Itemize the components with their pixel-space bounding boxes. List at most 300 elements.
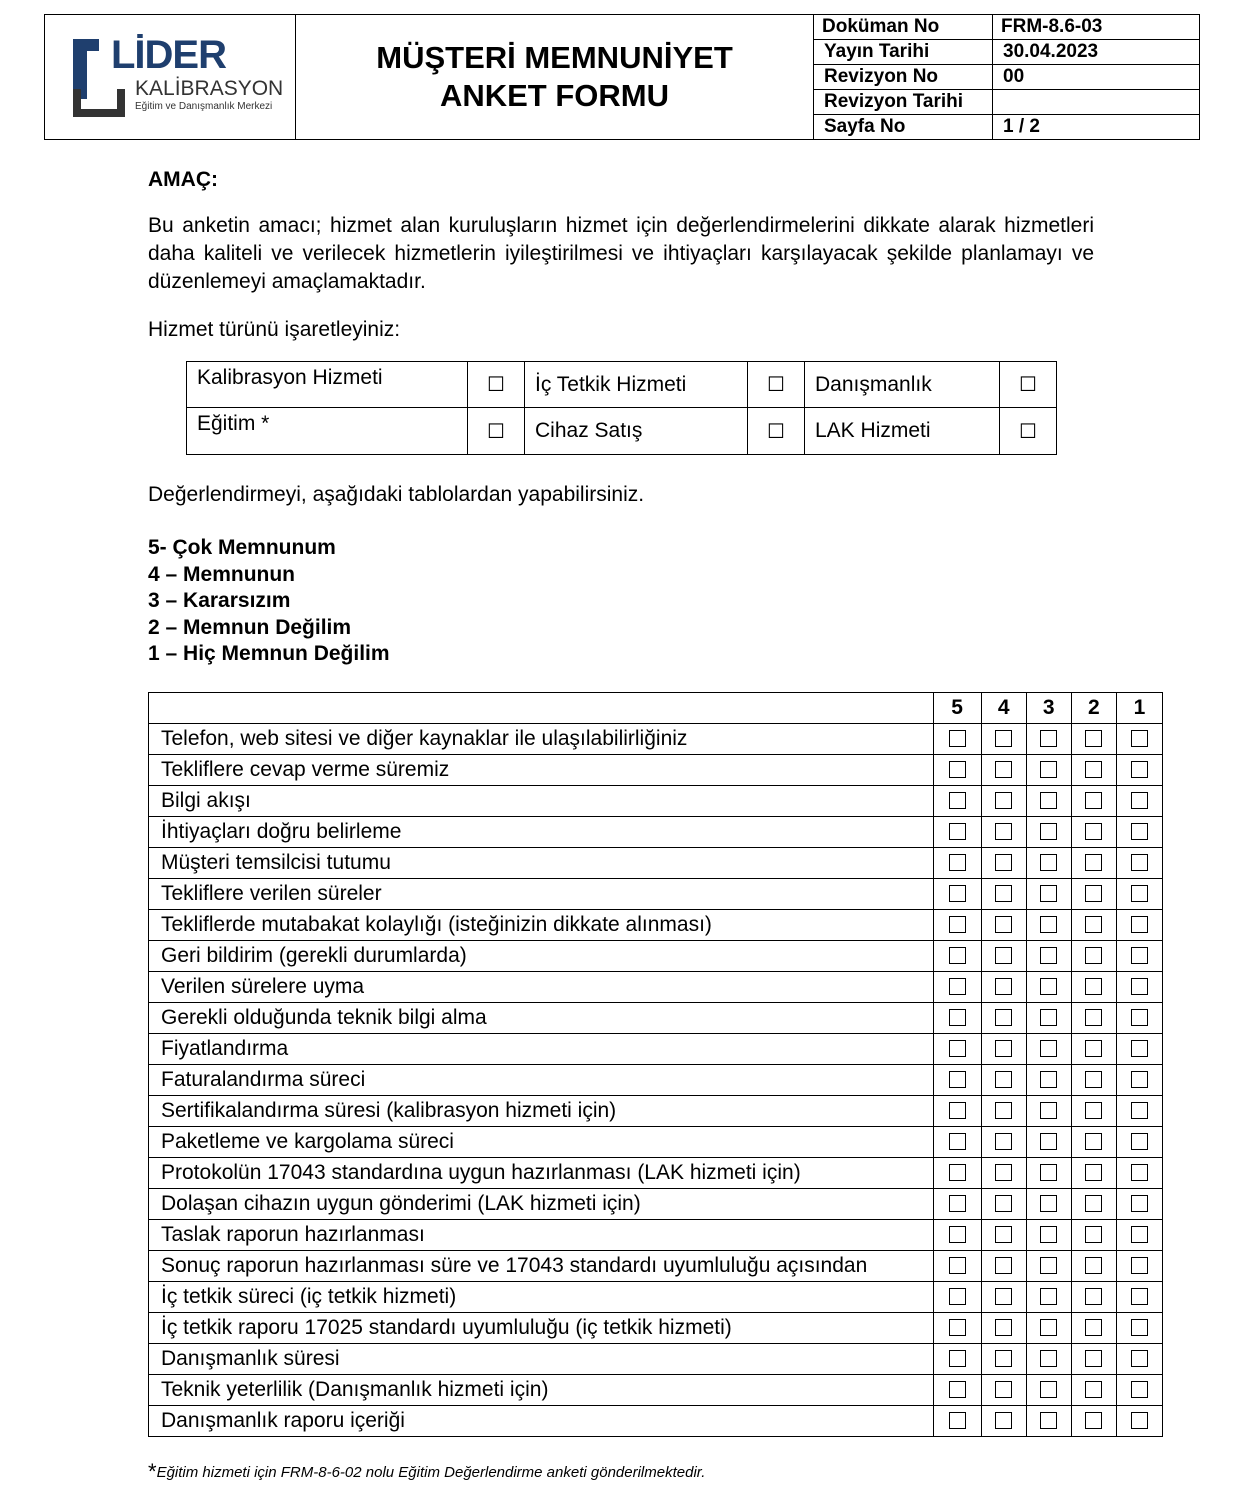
checkbox-icon[interactable] <box>1040 978 1057 995</box>
checkbox-icon[interactable] <box>1131 792 1148 809</box>
question-text: Verilen sürelere uyma <box>149 972 934 1003</box>
logo-cell <box>45 15 296 140</box>
rating-checkbox-cell[interactable] <box>1026 1065 1071 1096</box>
rating-checkbox-cell[interactable] <box>981 879 1026 910</box>
checkbox-icon[interactable] <box>1040 1381 1057 1398</box>
rating-checkbox-cell[interactable] <box>933 1003 981 1034</box>
service-label: Danışmanlık <box>805 362 1000 408</box>
table-row <box>149 1406 1163 1437</box>
rating-checkbox-cell[interactable] <box>1116 910 1162 941</box>
rating-checkbox-cell[interactable] <box>933 755 981 786</box>
checkbox-icon[interactable] <box>995 1040 1012 1057</box>
question-text: İç tetkik raporu 17025 standardı uyumluluğu (iç tetkik hizmeti) <box>149 1313 934 1344</box>
rating-checkbox-cell[interactable] <box>1116 941 1162 972</box>
rating-checkbox-cell[interactable] <box>933 1220 981 1251</box>
checkbox-icon[interactable] <box>949 1226 966 1243</box>
meta-value <box>993 90 1200 115</box>
rating-checkbox-cell[interactable] <box>1026 1003 1071 1034</box>
meta-row <box>814 90 1199 115</box>
checkbox-icon[interactable] <box>1131 1412 1148 1429</box>
rating-checkbox-cell[interactable] <box>1026 848 1071 879</box>
checkbox-icon[interactable] <box>1040 1350 1057 1367</box>
checkbox-icon[interactable] <box>1040 854 1057 871</box>
rating-checkbox-cell[interactable] <box>1071 972 1116 1003</box>
document-header <box>44 14 1200 140</box>
checkbox-icon[interactable] <box>1131 1288 1148 1305</box>
checkbox-icon[interactable] <box>1040 947 1057 964</box>
checkbox-icon[interactable] <box>995 978 1012 995</box>
question-text: Danışmanlık süresi <box>149 1344 934 1375</box>
checkbox-icon[interactable] <box>1085 978 1102 995</box>
checkbox-icon[interactable] <box>995 1164 1012 1181</box>
checkbox-icon[interactable] <box>1131 1226 1148 1243</box>
checkbox-icon[interactable] <box>1131 1257 1148 1274</box>
rating-checkbox-cell[interactable] <box>1071 879 1116 910</box>
rating-checkbox-cell[interactable] <box>1116 848 1162 879</box>
rating-checkbox-cell[interactable] <box>981 1189 1026 1220</box>
checkbox-icon[interactable] <box>1085 1009 1102 1026</box>
rating-checkbox-cell[interactable] <box>1071 786 1116 817</box>
rating-checkbox-cell[interactable] <box>981 1282 1026 1313</box>
rating-checkbox-cell[interactable] <box>981 724 1026 755</box>
checkbox-icon[interactable] <box>1040 761 1057 778</box>
service-checkbox[interactable]: ☐ <box>468 408 525 455</box>
checkbox-icon[interactable] <box>1085 885 1102 902</box>
rating-checkbox-cell[interactable] <box>933 1406 981 1437</box>
checkbox-icon[interactable] <box>1085 1040 1102 1057</box>
checkbox-icon[interactable] <box>995 823 1012 840</box>
rating-checkbox-cell[interactable] <box>1116 1344 1162 1375</box>
checkbox-icon[interactable] <box>1131 1164 1148 1181</box>
rating-checkbox-cell[interactable] <box>981 1065 1026 1096</box>
checkbox-icon[interactable] <box>1040 1133 1057 1150</box>
rating-checkbox-cell[interactable] <box>1026 1282 1071 1313</box>
checkbox-icon[interactable] <box>1085 1133 1102 1150</box>
rating-checkbox-cell[interactable] <box>1026 1158 1071 1189</box>
rating-checkbox-cell[interactable] <box>1026 786 1071 817</box>
evaluation-prompt: Değerlendirmeyi, aşağıdaki tablolardan yapabilirsiniz. <box>148 483 645 506</box>
rating-checkbox-cell[interactable] <box>1026 1034 1071 1065</box>
rating-checkbox-cell[interactable] <box>1026 941 1071 972</box>
checkbox-icon[interactable] <box>995 947 1012 964</box>
question-text: Faturalandırma süreci <box>149 1065 934 1096</box>
service-prompt: Hizmet türünü işaretleyiniz: <box>148 318 401 341</box>
checkbox-icon[interactable] <box>995 1195 1012 1212</box>
checkbox-icon[interactable] <box>1131 823 1148 840</box>
rating-checkbox-cell[interactable] <box>1071 941 1116 972</box>
checkbox-icon[interactable] <box>1085 1319 1102 1336</box>
rating-checkbox-cell[interactable] <box>1116 817 1162 848</box>
rating-checkbox-cell[interactable] <box>933 1344 981 1375</box>
checkbox-icon[interactable] <box>1085 916 1102 933</box>
form-title-line1: MÜŞTERİ MEMNUNİYET <box>376 40 733 75</box>
checkbox-icon[interactable] <box>1085 1071 1102 1088</box>
rating-checkbox-cell[interactable] <box>1116 1189 1162 1220</box>
rating-column-header: 4 <box>981 693 1026 724</box>
rating-checkbox-cell[interactable] <box>1116 1096 1162 1127</box>
rating-checkbox-cell[interactable] <box>1071 1282 1116 1313</box>
rating-checkbox-cell[interactable] <box>1026 972 1071 1003</box>
company-logo <box>73 33 284 119</box>
checkbox-icon[interactable] <box>949 730 966 747</box>
checkbox-icon[interactable] <box>995 761 1012 778</box>
checkbox-icon[interactable] <box>995 1071 1012 1088</box>
logo-bracket-top <box>73 39 99 51</box>
checkbox-icon[interactable] <box>949 1257 966 1274</box>
checkbox-icon[interactable] <box>1040 885 1057 902</box>
checkbox-icon[interactable] <box>1131 1071 1148 1088</box>
scale-item: 2 – Memnun Değilim <box>148 615 352 639</box>
logo-brand: LİDER <box>111 33 226 77</box>
checkbox-icon[interactable] <box>1085 947 1102 964</box>
rating-checkbox-cell[interactable] <box>933 879 981 910</box>
checkbox-icon[interactable] <box>949 1040 966 1057</box>
checkbox-icon[interactable] <box>1085 854 1102 871</box>
service-label: Cihaz Satış <box>525 408 748 455</box>
table-row <box>149 1065 1163 1096</box>
question-header <box>149 693 934 724</box>
checkbox-icon[interactable] <box>1131 1009 1148 1026</box>
checkbox-icon[interactable] <box>1085 1288 1102 1305</box>
rating-checkbox-cell[interactable] <box>981 848 1026 879</box>
rating-checkbox-cell[interactable] <box>981 1003 1026 1034</box>
rating-checkbox-cell[interactable] <box>1116 1220 1162 1251</box>
rating-checkbox-cell[interactable] <box>933 1096 981 1127</box>
scale-item: 4 – Memnunun <box>148 562 296 586</box>
question-text: Danışmanlık raporu içeriği <box>149 1406 934 1437</box>
rating-checkbox-cell[interactable] <box>933 786 981 817</box>
checkbox-icon[interactable] <box>949 854 966 871</box>
checkbox-icon[interactable] <box>995 1319 1012 1336</box>
question-text: Tekliflerde mutabakat kolaylığı (isteğinizin dikkate alınması) <box>149 910 934 941</box>
rating-checkbox-cell[interactable] <box>1116 724 1162 755</box>
rating-checkbox-cell[interactable] <box>1071 1220 1116 1251</box>
rating-checkbox-cell[interactable] <box>1071 910 1116 941</box>
rating-checkbox-cell[interactable] <box>1116 1034 1162 1065</box>
question-text: Protokolün 17043 standardına uygun hazırlanması (LAK hizmeti için) <box>149 1158 934 1189</box>
checkbox-icon[interactable] <box>949 1319 966 1336</box>
checkbox-icon[interactable] <box>995 1288 1012 1305</box>
checkbox-icon[interactable] <box>949 823 966 840</box>
rating-checkbox-cell[interactable] <box>1071 1158 1116 1189</box>
service-label: LAK Hizmeti <box>805 408 1000 455</box>
question-text: Gerekli olduğunda teknik bilgi alma <box>149 1003 934 1034</box>
rating-checkbox-cell[interactable] <box>981 1220 1026 1251</box>
purpose-title: AMAÇ: <box>148 168 218 191</box>
meta-row <box>814 65 1199 90</box>
checkbox-icon[interactable] <box>949 916 966 933</box>
checkbox-icon[interactable] <box>1040 1071 1057 1088</box>
checkbox-icon[interactable] <box>949 1102 966 1119</box>
rating-checkbox-cell[interactable] <box>933 1282 981 1313</box>
rating-column-header: 2 <box>1071 693 1116 724</box>
service-label: Kalibrasyon Hizmeti <box>187 362 468 408</box>
checkbox-icon[interactable] <box>1085 1350 1102 1367</box>
checkbox-icon[interactable] <box>949 947 966 964</box>
checkbox-icon[interactable] <box>949 978 966 995</box>
checkbox-icon[interactable] <box>1040 1226 1057 1243</box>
table-row <box>149 1313 1163 1344</box>
rating-checkbox-cell[interactable] <box>1071 1375 1116 1406</box>
checkbox-icon[interactable] <box>1131 947 1148 964</box>
checkbox-icon[interactable] <box>949 1381 966 1398</box>
checkbox-icon[interactable] <box>1131 1319 1148 1336</box>
rating-checkbox-cell[interactable] <box>1116 972 1162 1003</box>
rating-checkbox-cell[interactable] <box>1116 1375 1162 1406</box>
meta-label: Doküman No <box>814 15 993 40</box>
table-row <box>149 1282 1163 1313</box>
question-text: İç tetkik süreci (iç tetkik hizmeti) <box>149 1282 934 1313</box>
rating-checkbox-cell[interactable] <box>981 1158 1026 1189</box>
checkbox-icon[interactable] <box>1040 1040 1057 1057</box>
service-checkbox[interactable]: ☐ <box>748 408 805 455</box>
checkbox-icon[interactable] <box>1040 1412 1057 1429</box>
rating-checkbox-cell[interactable] <box>1026 724 1071 755</box>
rating-checkbox-cell[interactable] <box>1116 1065 1162 1096</box>
rating-checkbox-cell[interactable] <box>1026 879 1071 910</box>
checkbox-icon[interactable] <box>1085 1412 1102 1429</box>
checkbox-icon[interactable] <box>1085 1164 1102 1181</box>
checkbox-icon[interactable] <box>995 1412 1012 1429</box>
checkbox-icon[interactable] <box>1131 854 1148 871</box>
table-row <box>149 941 1163 972</box>
checkbox-icon[interactable] <box>1040 730 1057 747</box>
checkbox-icon[interactable] <box>1040 1319 1057 1336</box>
rating-checkbox-cell[interactable] <box>981 941 1026 972</box>
rating-checkbox-cell[interactable] <box>1116 1158 1162 1189</box>
rating-checkbox-cell[interactable] <box>981 817 1026 848</box>
checkbox-icon[interactable] <box>1040 823 1057 840</box>
checkbox-icon[interactable] <box>949 1071 966 1088</box>
rating-checkbox-cell[interactable] <box>1026 1251 1071 1282</box>
footnote <box>148 1459 705 1485</box>
rating-checkbox-cell[interactable] <box>1026 1220 1071 1251</box>
rating-checkbox-cell[interactable] <box>1071 1003 1116 1034</box>
checkbox-icon[interactable] <box>995 1226 1012 1243</box>
checkbox-icon[interactable] <box>1040 1288 1057 1305</box>
checkbox-icon[interactable] <box>949 761 966 778</box>
checkbox-icon[interactable] <box>1040 1195 1057 1212</box>
meta-value: FRM-8.6-03 <box>993 15 1200 40</box>
checkbox-icon[interactable] <box>1131 978 1148 995</box>
checkbox-icon[interactable] <box>1131 730 1148 747</box>
checkbox-icon[interactable] <box>949 1195 966 1212</box>
checkbox-icon[interactable] <box>1040 1164 1057 1181</box>
rating-checkbox-cell[interactable] <box>981 1313 1026 1344</box>
rating-checkbox-cell[interactable] <box>1071 755 1116 786</box>
checkbox-icon[interactable] <box>995 854 1012 871</box>
service-row <box>187 362 1057 408</box>
meta-label: Sayfa No <box>814 115 993 140</box>
checkbox-icon[interactable] <box>1131 1195 1148 1212</box>
rating-checkbox-cell[interactable] <box>1026 1375 1071 1406</box>
checkbox-icon[interactable] <box>1040 1257 1057 1274</box>
rating-checkbox-cell[interactable] <box>981 1406 1026 1437</box>
checkbox-icon[interactable] <box>1131 916 1148 933</box>
rating-checkbox-cell[interactable] <box>1026 1127 1071 1158</box>
rating-checkbox-cell[interactable] <box>1071 848 1116 879</box>
rating-checkbox-cell[interactable] <box>1071 1344 1116 1375</box>
rating-checkbox-cell[interactable] <box>1116 755 1162 786</box>
rating-checkbox-cell[interactable] <box>981 786 1026 817</box>
rating-checkbox-cell[interactable] <box>1026 755 1071 786</box>
checkbox-icon[interactable] <box>1131 1133 1148 1150</box>
rating-checkbox-cell[interactable] <box>933 724 981 755</box>
table-row <box>149 724 1163 755</box>
question-text: Geri bildirim (gerekli durumlarda) <box>149 941 934 972</box>
checkbox-icon[interactable] <box>1085 761 1102 778</box>
rating-checkbox-cell[interactable] <box>981 755 1026 786</box>
service-checkbox[interactable]: ☐ <box>1000 362 1057 408</box>
checkbox-icon[interactable] <box>1040 916 1057 933</box>
checkbox-icon[interactable] <box>1085 1381 1102 1398</box>
checkbox-icon[interactable] <box>995 1102 1012 1119</box>
checkbox-icon[interactable] <box>1131 885 1148 902</box>
table-row <box>149 1034 1163 1065</box>
rating-checkbox-cell[interactable] <box>1071 1313 1116 1344</box>
rating-checkbox-cell[interactable] <box>1116 1127 1162 1158</box>
rating-checkbox-cell[interactable] <box>933 1375 981 1406</box>
checkbox-icon[interactable] <box>995 1350 1012 1367</box>
rating-checkbox-cell[interactable] <box>1026 1406 1071 1437</box>
rating-checkbox-cell[interactable] <box>1026 1313 1071 1344</box>
checkbox-icon[interactable] <box>949 885 966 902</box>
rating-checkbox-cell[interactable] <box>933 1034 981 1065</box>
rating-checkbox-cell[interactable] <box>933 1313 981 1344</box>
rating-checkbox-cell[interactable] <box>1116 1003 1162 1034</box>
rating-checkbox-cell[interactable] <box>981 910 1026 941</box>
rating-checkbox-cell[interactable] <box>933 1189 981 1220</box>
checkbox-icon[interactable] <box>949 1164 966 1181</box>
rating-checkbox-cell[interactable] <box>1071 724 1116 755</box>
service-checkbox[interactable]: ☐ <box>1000 408 1057 455</box>
logo-bracket-right <box>117 89 125 117</box>
rating-checkbox-cell[interactable] <box>981 972 1026 1003</box>
checkbox-icon[interactable] <box>949 1350 966 1367</box>
rating-checkbox-cell[interactable] <box>933 848 981 879</box>
question-text: Dolaşan cihazın uygun gönderimi (LAK hizmeti için) <box>149 1189 934 1220</box>
rating-checkbox-cell[interactable] <box>1071 1189 1116 1220</box>
table-row <box>149 1096 1163 1127</box>
checkbox-icon[interactable] <box>1040 792 1057 809</box>
rating-checkbox-cell[interactable] <box>933 1251 981 1282</box>
checkbox-icon[interactable] <box>995 885 1012 902</box>
question-text: Fiyatlandırma <box>149 1034 934 1065</box>
checkbox-icon[interactable] <box>1131 1040 1148 1057</box>
checkbox-icon[interactable] <box>949 1009 966 1026</box>
rating-checkbox-cell[interactable] <box>981 1375 1026 1406</box>
rating-table <box>148 692 1163 1437</box>
checkbox-icon[interactable] <box>1131 761 1148 778</box>
question-text: Taslak raporun hazırlanması <box>149 1220 934 1251</box>
rating-checkbox-cell[interactable] <box>1116 1406 1162 1437</box>
rating-checkbox-cell[interactable] <box>1026 910 1071 941</box>
table-row <box>149 910 1163 941</box>
rating-checkbox-cell[interactable] <box>1026 817 1071 848</box>
rating-checkbox-cell[interactable] <box>933 1065 981 1096</box>
question-text: Paketleme ve kargolama süreci <box>149 1127 934 1158</box>
rating-checkbox-cell[interactable] <box>1071 1251 1116 1282</box>
rating-checkbox-cell[interactable] <box>933 910 981 941</box>
checkbox-icon[interactable] <box>995 1009 1012 1026</box>
rating-checkbox-cell[interactable] <box>1116 1282 1162 1313</box>
rating-checkbox-cell[interactable] <box>1026 1096 1071 1127</box>
checkbox-icon[interactable] <box>1085 730 1102 747</box>
checkbox-icon[interactable] <box>1131 1381 1148 1398</box>
checkbox-icon[interactable] <box>1085 1102 1102 1119</box>
meta-row <box>814 40 1199 65</box>
checkbox-icon[interactable] <box>995 730 1012 747</box>
rating-checkbox-cell[interactable] <box>933 1158 981 1189</box>
rating-checkbox-cell[interactable] <box>1071 1096 1116 1127</box>
checkbox-icon[interactable] <box>1085 792 1102 809</box>
rating-scale-legend <box>148 535 390 668</box>
rating-checkbox-cell[interactable] <box>933 817 981 848</box>
checkbox-icon[interactable] <box>949 792 966 809</box>
checkbox-icon[interactable] <box>949 1288 966 1305</box>
rating-checkbox-cell[interactable] <box>1026 1344 1071 1375</box>
rating-checkbox-cell[interactable] <box>981 1251 1026 1282</box>
rating-checkbox-cell[interactable] <box>1071 1065 1116 1096</box>
table-row <box>149 1158 1163 1189</box>
meta-value: 30.04.2023 <box>993 40 1200 65</box>
checkbox-icon[interactable] <box>995 1381 1012 1398</box>
title-cell <box>296 15 814 140</box>
rating-checkbox-cell[interactable] <box>1071 1127 1116 1158</box>
checkbox-icon[interactable] <box>949 1412 966 1429</box>
table-row <box>149 972 1163 1003</box>
checkbox-icon[interactable] <box>1085 823 1102 840</box>
table-row <box>149 817 1163 848</box>
checkbox-icon[interactable] <box>1040 1102 1057 1119</box>
service-checkbox[interactable]: ☐ <box>748 362 805 408</box>
checkbox-icon[interactable] <box>995 1257 1012 1274</box>
checkbox-icon[interactable] <box>1085 1195 1102 1212</box>
rating-checkbox-cell[interactable] <box>981 1127 1026 1158</box>
service-checkbox[interactable]: ☐ <box>468 362 525 408</box>
question-text: Sonuç raporun hazırlanması süre ve 17043 standardı uyumluluğu açısından <box>149 1251 934 1282</box>
rating-checkbox-cell[interactable] <box>1116 879 1162 910</box>
rating-checkbox-cell[interactable] <box>1026 1189 1071 1220</box>
rating-checkbox-cell[interactable] <box>981 1344 1026 1375</box>
checkbox-icon[interactable] <box>1131 1350 1148 1367</box>
rating-checkbox-cell[interactable] <box>981 1096 1026 1127</box>
checkbox-icon[interactable] <box>1131 1102 1148 1119</box>
rating-checkbox-cell[interactable] <box>1116 1251 1162 1282</box>
table-row <box>149 786 1163 817</box>
checkbox-icon[interactable] <box>1040 1009 1057 1026</box>
rating-checkbox-cell[interactable] <box>933 941 981 972</box>
rating-checkbox-cell[interactable] <box>1116 1313 1162 1344</box>
rating-checkbox-cell[interactable] <box>1071 817 1116 848</box>
checkbox-icon[interactable] <box>995 792 1012 809</box>
rating-checkbox-cell[interactable] <box>1071 1406 1116 1437</box>
question-text: Teknik yeterlilik (Danışmanlık hizmeti için) <box>149 1375 934 1406</box>
checkbox-icon[interactable] <box>949 1133 966 1150</box>
rating-checkbox-cell[interactable] <box>933 1127 981 1158</box>
checkbox-icon[interactable] <box>1085 1257 1102 1274</box>
service-row <box>187 408 1057 455</box>
checkbox-icon[interactable] <box>995 916 1012 933</box>
checkbox-icon[interactable] <box>1085 1226 1102 1243</box>
rating-checkbox-cell[interactable] <box>1116 786 1162 817</box>
checkbox-icon[interactable] <box>995 1133 1012 1150</box>
rating-checkbox-cell[interactable] <box>981 1034 1026 1065</box>
meta-row <box>814 15 1199 40</box>
rating-checkbox-cell[interactable] <box>1071 1034 1116 1065</box>
rating-checkbox-cell[interactable] <box>933 972 981 1003</box>
question-text: Müşteri temsilcisi tutumu <box>149 848 934 879</box>
